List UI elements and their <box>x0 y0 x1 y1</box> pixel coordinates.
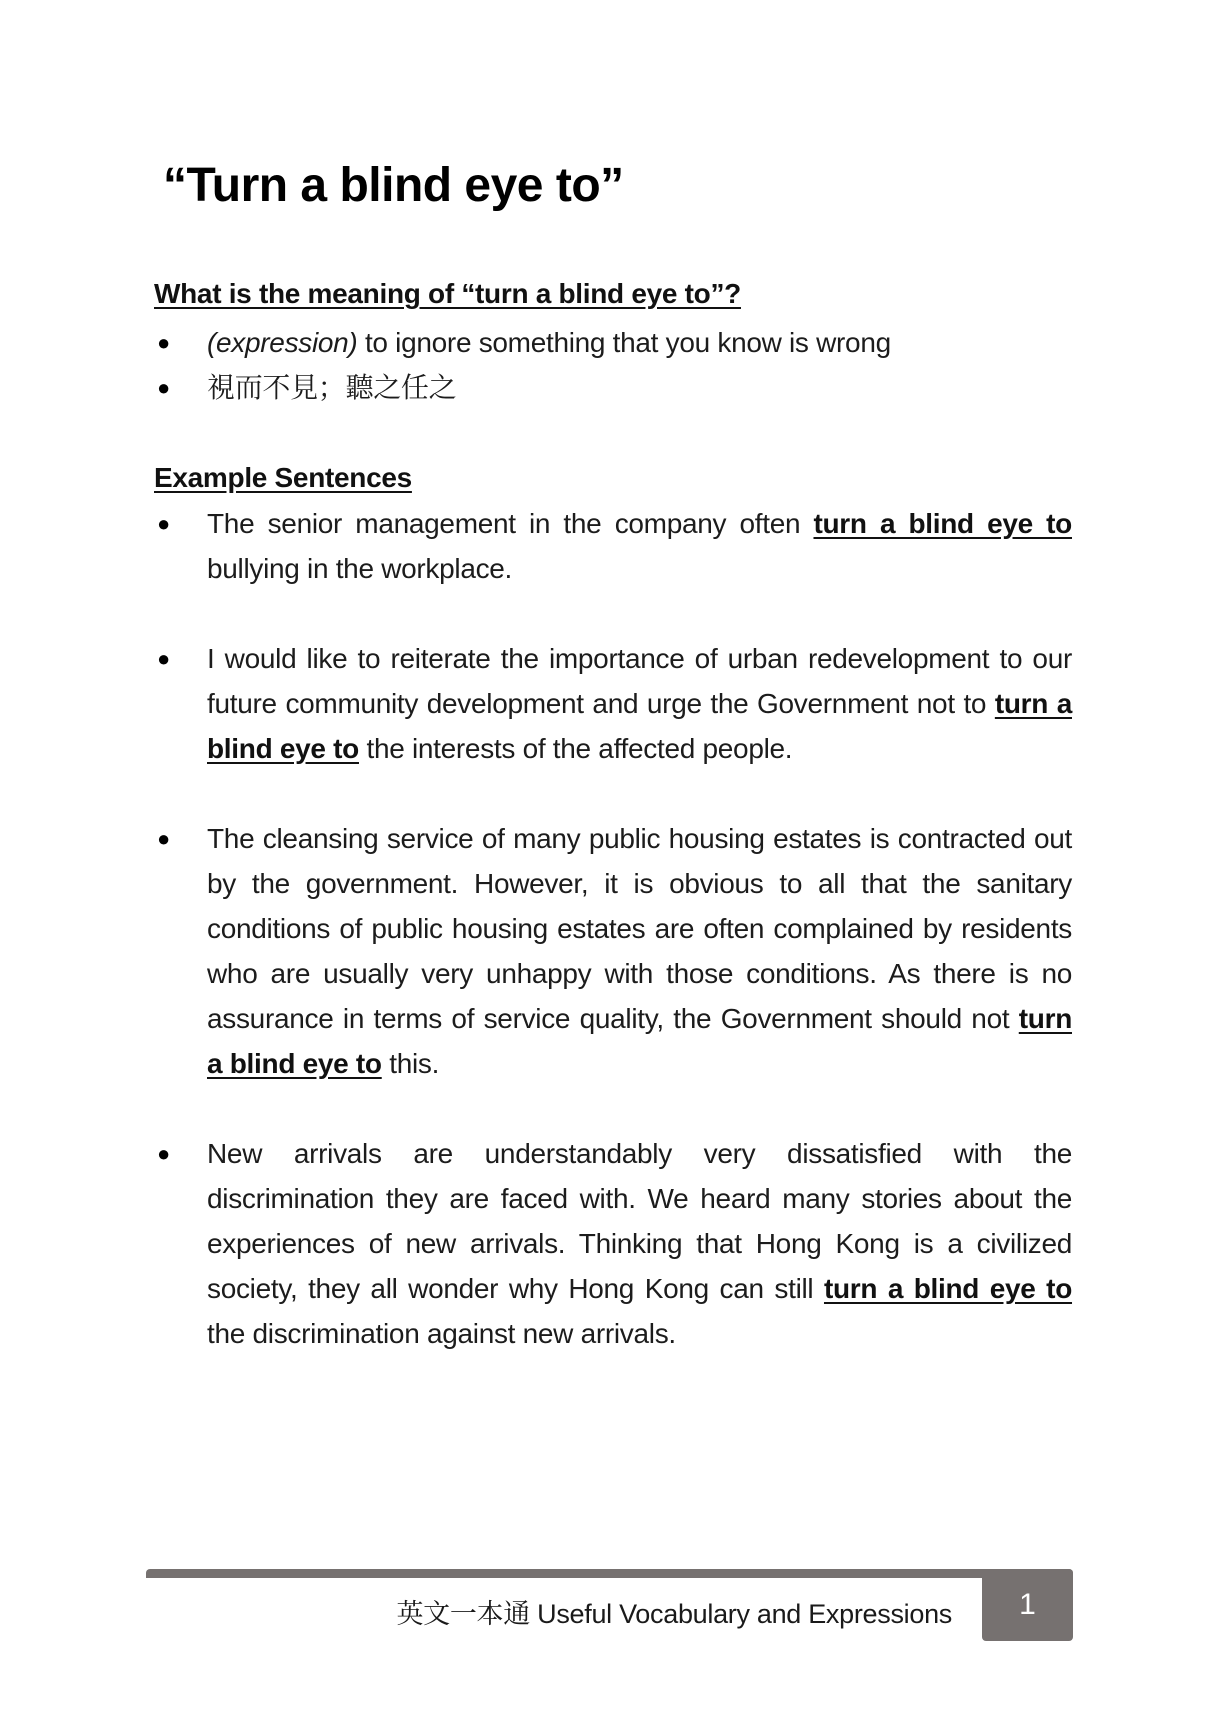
examples-list <box>154 501 1072 1401</box>
page-number: 1 <box>1019 1588 1036 1621</box>
page-number-badge <box>982 1569 1073 1641</box>
highlighted-phrase: turn a blind eye to <box>207 688 1072 764</box>
sentence-text: bullying in the workplace. <box>207 553 513 584</box>
sentence-text: this. <box>381 1048 440 1079</box>
highlighted-phrase: turn a blind eye to <box>207 1003 1072 1079</box>
definition-text: to ignore something that you know is wrong <box>357 327 891 358</box>
highlighted-phrase: turn a blind eye to <box>813 508 1072 539</box>
footer-rule <box>146 1569 1073 1578</box>
sentence-text: The senior management in the company often <box>207 508 814 539</box>
bullet-icon: ● <box>157 330 170 355</box>
sentence-text: the discrimination against new arrivals. <box>207 1318 676 1349</box>
chinese-translation: 視而不見；聽之任之 <box>207 372 457 403</box>
sentence-text: the interests of the affected people. <box>358 733 793 764</box>
meaning-heading: What is the meaning of “turn a blind eye to”? <box>154 278 741 309</box>
bullet-icon: ● <box>157 511 170 536</box>
example-sentence <box>154 636 1072 771</box>
sentence-text: I would like to reiterate the importance of urban redevelopment to our future community development and urge the Government not to <box>207 643 1072 719</box>
footer-book-title: 英文一本通 Useful Vocabulary and Expressions <box>396 1599 952 1629</box>
bullet-icon: ● <box>157 1141 170 1166</box>
bullet-icon: ● <box>157 375 170 400</box>
meaning-item <box>154 365 1072 410</box>
examples-heading: Example Sentences <box>154 462 412 493</box>
example-sentence <box>154 816 1072 1086</box>
highlighted-phrase: turn a blind eye to <box>823 1273 1073 1304</box>
page-title: “Turn a blind eye to” <box>163 159 624 212</box>
meaning-item <box>154 320 1072 365</box>
meaning-list <box>154 320 1072 410</box>
sentence-text: The cleansing service of many public housing estates is contracted out by the government. However, it is obvious to all that the sanitary conditions of public housing estates are often complained by residents who are usually very unhappy with those conditions. As there is no assurance in terms of service quality, the Government should not <box>207 823 1072 1034</box>
example-sentence <box>154 1131 1072 1356</box>
example-sentence <box>154 501 1072 591</box>
part-of-speech: (expression) <box>207 327 358 358</box>
sentence-text: New arrivals are understandably very dissatisfied with the discrimination they are faced with. We heard many stories about the experiences of new arrivals. Thinking that Hong Kong is a civilized society, they all wonder why Hong Kong can still <box>207 1138 1072 1304</box>
bullet-icon: ● <box>157 646 170 671</box>
bullet-icon: ● <box>157 826 170 851</box>
